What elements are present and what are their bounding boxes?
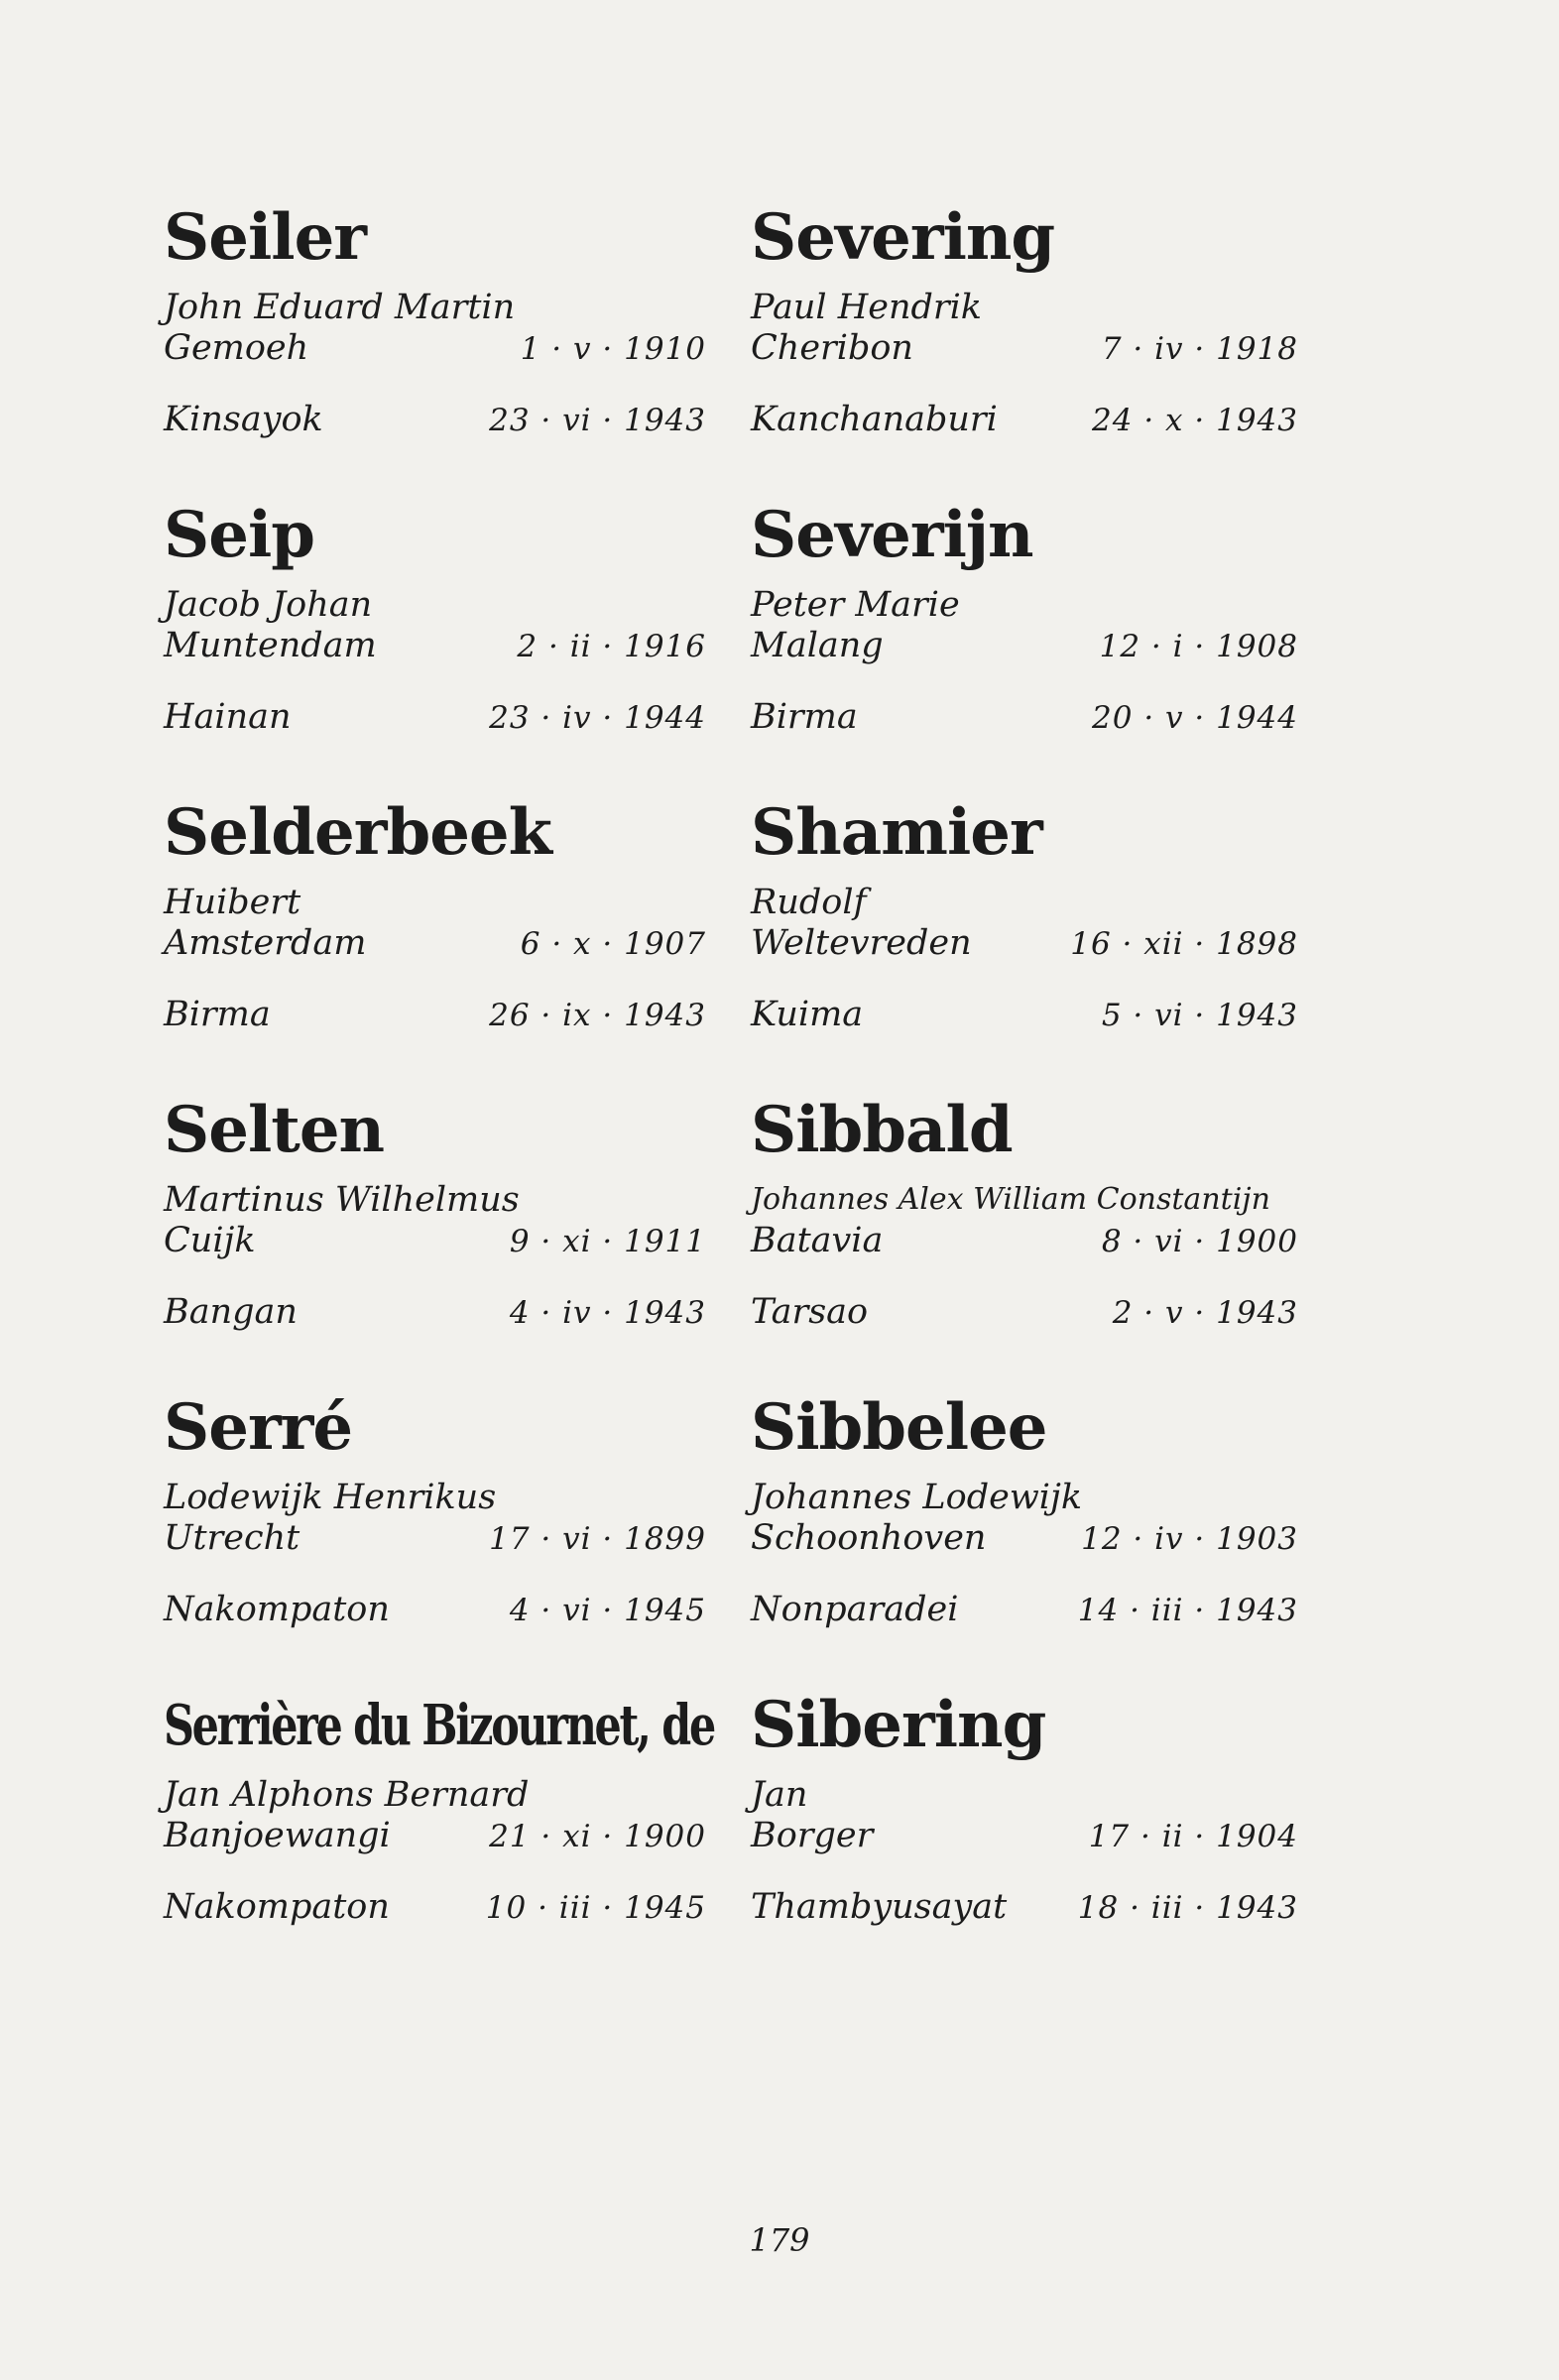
birth-place: Weltevreden — [751, 923, 972, 963]
birth-date: 8 · vi · 1900 — [1101, 1224, 1298, 1259]
surname: Serrière du Bizournet, de — [164, 1693, 714, 1758]
death-date: 4 · vi · 1945 — [509, 1593, 706, 1628]
surname: Sibering — [751, 1688, 1046, 1762]
entry-seip — [164, 496, 714, 793]
birth-date: 21 · xi · 1900 — [489, 1819, 706, 1854]
given-names: Peter Marie — [751, 585, 960, 625]
given-names: Johannes Alex William Constantijn — [751, 1182, 1270, 1217]
birth-date: 2 · ii · 1916 — [517, 629, 706, 664]
death-row — [164, 1886, 714, 1946]
birth-place: Utrecht — [164, 1518, 300, 1558]
death-date: 4 · iv · 1943 — [509, 1295, 706, 1331]
birth-row — [164, 1815, 714, 1886]
death-place: Kanchanaburi — [751, 400, 998, 439]
death-place: Bangan — [164, 1292, 298, 1332]
birth-row — [751, 1220, 1306, 1291]
entry-sibering — [751, 1686, 1306, 1983]
death-date: 18 · iii · 1943 — [1077, 1890, 1298, 1926]
surname: Sibbald — [751, 1093, 1013, 1167]
entry-severing — [751, 198, 1306, 496]
death-row — [751, 994, 1306, 1053]
birth-row — [751, 922, 1306, 994]
given-names: Rudolf — [751, 883, 867, 922]
birth-row — [164, 625, 714, 696]
birth-date: 16 · xii · 1898 — [1070, 926, 1298, 962]
death-date: 10 · iii · 1945 — [485, 1890, 706, 1926]
birth-row — [164, 327, 714, 399]
given-names: Jan — [751, 1775, 808, 1815]
death-place: Birma — [751, 697, 858, 737]
birth-row — [751, 1815, 1306, 1886]
birth-date: 6 · x · 1907 — [520, 926, 706, 962]
death-row — [751, 1886, 1306, 1946]
birth-date: 9 · xi · 1911 — [509, 1224, 706, 1259]
surname: Severijn — [751, 498, 1033, 572]
surname: Seiler — [164, 200, 366, 275]
entry-serriere-du-bizournet — [164, 1686, 714, 1983]
entry-severijn — [751, 496, 1306, 793]
death-place: Nonparadei — [751, 1590, 959, 1629]
given-names: Paul Hendrik — [751, 288, 983, 327]
birth-place: Malang — [751, 626, 884, 665]
given-names: Johannes Lodewijk — [751, 1478, 1083, 1517]
surname: Selderbeek — [164, 795, 551, 870]
entry-serre — [164, 1388, 714, 1686]
entry-sibbald — [751, 1091, 1306, 1388]
birth-place: Schoonhoven — [751, 1518, 987, 1558]
birth-date: 1 · v · 1910 — [520, 331, 706, 367]
given-names: Jacob Johan — [164, 585, 373, 625]
death-place: Thambyusayat — [751, 1887, 1008, 1927]
death-row — [751, 696, 1306, 756]
birth-place: Cuijk — [164, 1221, 256, 1260]
birth-row — [164, 1220, 714, 1291]
given-names: Lodewijk Henrikus — [164, 1478, 497, 1517]
death-place: Hainan — [164, 697, 292, 737]
death-place: Nakompaton — [164, 1887, 390, 1927]
birth-row — [751, 1517, 1306, 1589]
surname: Shamier — [751, 795, 1042, 870]
death-row — [164, 696, 714, 756]
birth-row — [164, 922, 714, 994]
death-row — [751, 1291, 1306, 1351]
death-row — [164, 399, 714, 458]
death-date: 5 · vi · 1943 — [1101, 998, 1298, 1033]
death-place: Nakompaton — [164, 1590, 390, 1629]
birth-place: Gemoeh — [164, 328, 309, 368]
death-place: Kuima — [751, 995, 864, 1034]
death-row — [751, 1589, 1306, 1648]
death-date: 23 · iv · 1944 — [489, 700, 706, 736]
death-row — [164, 1291, 714, 1351]
surname: Severing — [751, 200, 1055, 275]
death-date: 26 · ix · 1943 — [489, 998, 706, 1033]
death-date: 20 · v · 1944 — [1092, 700, 1298, 736]
death-place: Tarsao — [751, 1292, 869, 1332]
surname: Sibbelee — [751, 1390, 1047, 1465]
death-date: 2 · v · 1943 — [1112, 1295, 1298, 1331]
death-place: Kinsayok — [164, 400, 323, 439]
entry-selten — [164, 1091, 714, 1388]
page-number: 179 — [749, 2221, 810, 2259]
birth-date: 17 · ii · 1904 — [1088, 1819, 1298, 1854]
entry-seiler — [164, 198, 714, 496]
death-row — [751, 399, 1306, 458]
death-date: 23 · vi · 1943 — [489, 403, 706, 438]
death-row — [164, 1589, 714, 1648]
birth-place: Banjoewangi — [164, 1816, 391, 1855]
birth-row — [751, 327, 1306, 399]
surname: Seip — [164, 498, 314, 572]
death-date: 24 · x · 1943 — [1092, 403, 1298, 438]
given-names: Jan Alphons Bernard — [164, 1775, 530, 1815]
death-date: 14 · iii · 1943 — [1077, 1593, 1298, 1628]
birth-date: 12 · i · 1908 — [1099, 629, 1298, 664]
entry-shamier — [751, 793, 1306, 1091]
surname: Serré — [164, 1390, 353, 1465]
birth-place: Borger — [751, 1816, 874, 1855]
death-row — [164, 994, 714, 1053]
given-names: Huibert — [164, 883, 301, 922]
entry-selderbeek — [164, 793, 714, 1091]
surname: Selten — [164, 1093, 385, 1167]
given-names: Martinus Wilhelmus — [164, 1180, 520, 1220]
given-names: John Eduard Martin — [164, 288, 516, 327]
entry-sibbelee — [751, 1388, 1306, 1686]
birth-place: Amsterdam — [164, 923, 367, 963]
birth-date: 17 · vi · 1899 — [489, 1521, 706, 1557]
birth-place: Muntendam — [164, 626, 377, 665]
birth-row — [164, 1517, 714, 1589]
birth-place: Cheribon — [751, 328, 913, 368]
birth-date: 7 · iv · 1918 — [1101, 331, 1298, 367]
right-column — [751, 198, 1306, 1983]
left-column — [164, 198, 714, 1983]
birth-place: Batavia — [751, 1221, 884, 1260]
birth-date: 12 · iv · 1903 — [1081, 1521, 1298, 1557]
death-place: Birma — [164, 995, 271, 1034]
birth-row — [751, 625, 1306, 696]
